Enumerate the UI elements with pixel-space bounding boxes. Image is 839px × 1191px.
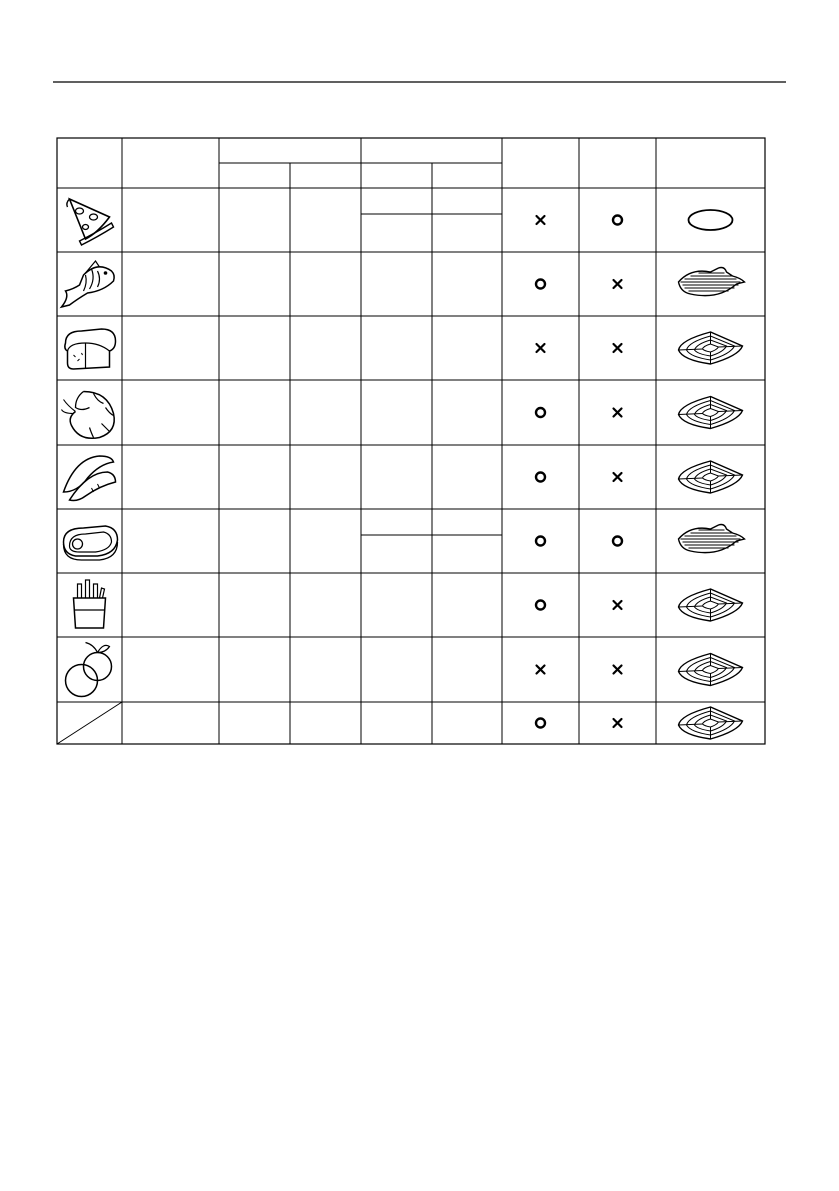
circle-mark-icon	[613, 537, 622, 546]
steak-icon	[64, 526, 118, 560]
circle-mark-icon	[536, 473, 545, 482]
cross-mark-icon	[614, 344, 622, 352]
diagonal-slash-icon	[57, 702, 122, 744]
french-fries-icon	[74, 580, 106, 628]
bread-loaf-icon	[65, 329, 116, 369]
cross-mark-icon	[614, 601, 622, 609]
cross-mark-icon	[614, 719, 622, 727]
fruit-icon	[66, 643, 112, 697]
wire-rack-icon	[679, 461, 743, 493]
cross-mark-icon	[614, 666, 622, 674]
circle-mark-icon	[536, 719, 545, 728]
flat-tray-icon	[689, 210, 733, 230]
circle-mark-icon	[613, 216, 622, 225]
food-table	[57, 138, 765, 744]
wire-rack-icon	[679, 654, 743, 686]
cross-mark-icon	[614, 409, 622, 417]
shrimp-icon	[62, 392, 115, 439]
table-frame	[57, 138, 765, 744]
circle-mark-icon	[536, 408, 545, 417]
circle-mark-icon	[536, 601, 545, 610]
wire-rack-icon	[679, 332, 743, 364]
circle-mark-icon	[536, 280, 545, 289]
wire-rack-icon	[679, 397, 743, 429]
cross-mark-icon	[537, 344, 545, 352]
covered-pan-icon	[679, 268, 745, 296]
wire-rack-icon	[679, 589, 743, 621]
cross-mark-icon	[614, 473, 622, 481]
cross-mark-icon	[614, 280, 622, 288]
circle-mark-icon	[536, 537, 545, 546]
covered-pan-icon	[679, 525, 745, 553]
pizza-slice-icon	[67, 199, 114, 245]
wire-rack-icon	[679, 707, 743, 739]
chicken-wings-icon	[64, 456, 116, 501]
cross-mark-icon	[537, 666, 545, 674]
fish-icon	[62, 261, 115, 307]
cross-mark-icon	[537, 216, 545, 224]
